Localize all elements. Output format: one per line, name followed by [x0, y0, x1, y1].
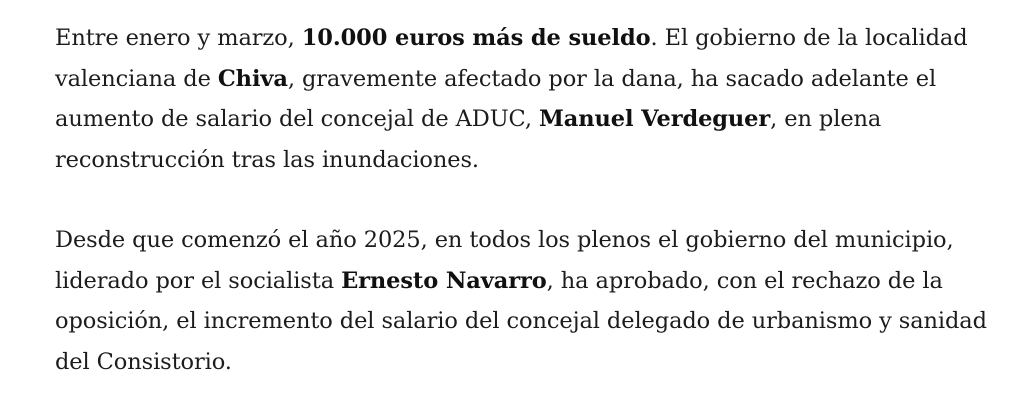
paragraph-text: Desde que comenzó el año 2025, en todos los plenos el gobierno del municipio, liderado por el socialista: [55, 227, 954, 294]
paragraph-text: . El gobierno de la localidad valenciana de: [55, 25, 968, 92]
paragraph-text: , en plena reconstrucción tras las inundaciones.: [55, 106, 882, 173]
article-paragraph-1: [55, 18, 995, 180]
paragraph-text: Entre enero y marzo,: [55, 25, 302, 51]
paragraph-text: , ha aprobado, con el rechazo de la oposición, el incremento del salario del concejal delegado de urbanismo y sanidad del Consistorio.: [55, 267, 987, 375]
highlight-councillor-name: Manuel Verdeguer: [538, 106, 771, 132]
article-paragraph-2: [55, 220, 995, 382]
article-body: [55, 18, 995, 382]
highlight-salary-increase: 10.000 euros más de sueldo: [301, 25, 651, 51]
highlight-mayor-name: Ernesto Navarro: [341, 267, 547, 294]
paragraph-text: , gravemente afectado por la dana, ha sacado adelante el aumento de salario del concejal de ADUC,: [55, 65, 937, 132]
highlight-town-name: Chiva: [217, 65, 288, 92]
